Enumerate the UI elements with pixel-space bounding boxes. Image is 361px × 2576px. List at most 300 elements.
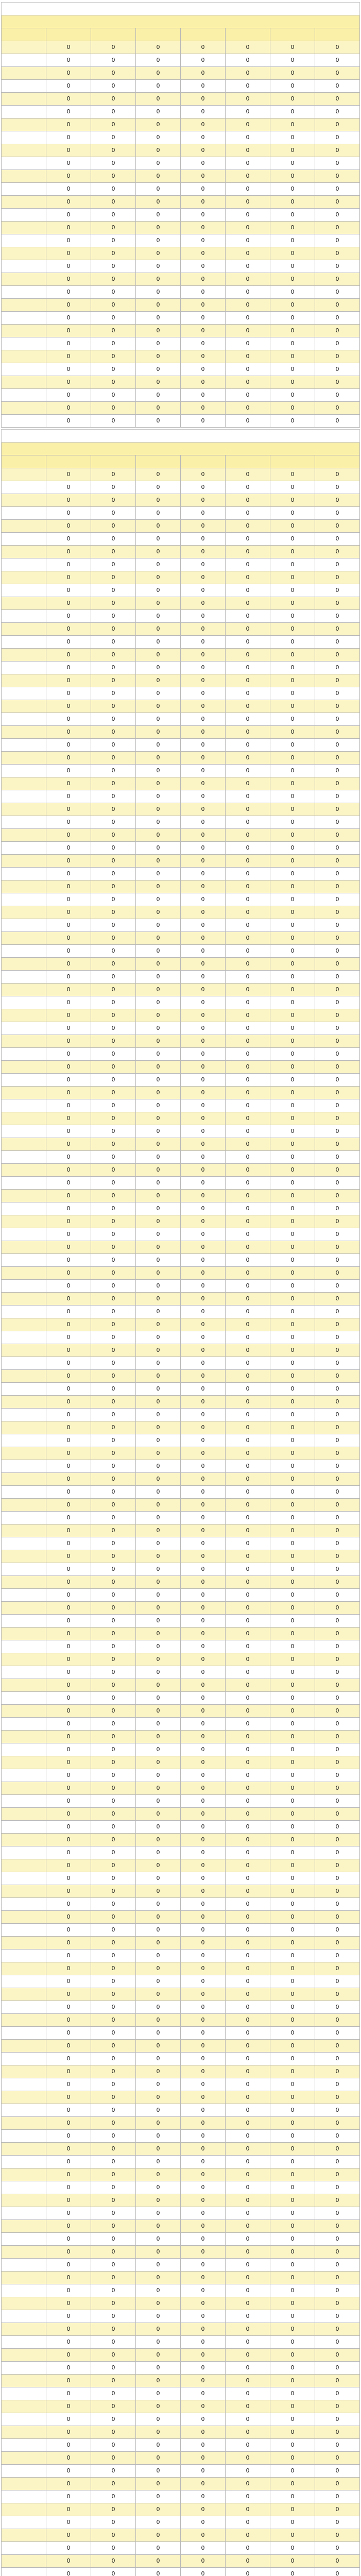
- table-row: [2, 2027, 360, 2040]
- table-row: [2, 222, 360, 234]
- price-cell: 0: [91, 1769, 136, 1782]
- table-row: [2, 829, 360, 842]
- price-cell: 0: [315, 2078, 360, 2091]
- price-cell: 0: [46, 41, 91, 54]
- price-cell: 0: [226, 752, 270, 765]
- table-row: [2, 1061, 360, 1074]
- price-cell: 0: [315, 1254, 360, 1267]
- price-cell: 0: [91, 1112, 136, 1125]
- price-cell: 0: [226, 893, 270, 906]
- price-cell: 0: [181, 713, 226, 726]
- price-cell: 0: [136, 54, 181, 67]
- price-cell: 0: [226, 533, 270, 546]
- price-cell: 0: [315, 1975, 360, 1988]
- table-row: [2, 1962, 360, 1975]
- price-cell: 0: [136, 222, 181, 234]
- price-cell: 0: [181, 533, 226, 546]
- price-cell: 0: [136, 2452, 181, 2465]
- price-cell: 0: [181, 41, 226, 54]
- price-cell: 0: [91, 1756, 136, 1769]
- price-cell: 0: [91, 971, 136, 984]
- price-cell: 0: [136, 1447, 181, 1460]
- price-cell: 0: [270, 1795, 315, 1808]
- price-cell: 0: [315, 1731, 360, 1743]
- price-cell: 0: [91, 906, 136, 919]
- price-cell: 0: [270, 893, 315, 906]
- price-cell: 0: [315, 1576, 360, 1589]
- price-cell: 0: [46, 1151, 91, 1164]
- price-cell: 0: [136, 1666, 181, 1679]
- price-cell: 0: [315, 1615, 360, 1628]
- price-cell: 0: [270, 958, 315, 971]
- price-cell: 0: [181, 584, 226, 597]
- price-cell: 0: [226, 144, 270, 157]
- price-cell: 0: [226, 1035, 270, 1048]
- table-row: [2, 1370, 360, 1383]
- table-row: [2, 80, 360, 93]
- price-cell: 0: [181, 1190, 226, 1202]
- price-cell: 0: [226, 546, 270, 558]
- price-cell: 0: [315, 958, 360, 971]
- size-cell: [2, 752, 46, 765]
- price-cell: 0: [46, 1228, 91, 1241]
- price-cell: 0: [46, 623, 91, 636]
- price-cell: 0: [226, 2053, 270, 2065]
- price-cell: 0: [136, 571, 181, 584]
- price-cell: 0: [315, 816, 360, 829]
- size-cell: [2, 1151, 46, 1164]
- price-cell: 0: [46, 713, 91, 726]
- price-cell: 0: [136, 2542, 181, 2555]
- table-row: [2, 1460, 360, 1473]
- price-cell: 0: [226, 1653, 270, 1666]
- price-cell: 0: [136, 790, 181, 803]
- table-row: [2, 1421, 360, 1434]
- table-row: [2, 2233, 360, 2246]
- price-cell: 0: [226, 2104, 270, 2117]
- price-cell: 0: [226, 1950, 270, 1962]
- table-row: [2, 507, 360, 520]
- price-cell: 0: [315, 1396, 360, 1409]
- table-row: [2, 389, 360, 402]
- price-cell: 0: [91, 54, 136, 67]
- price-cell: 0: [46, 1138, 91, 1151]
- price-cell: 0: [181, 2529, 226, 2542]
- price-cell: 0: [315, 919, 360, 932]
- size-cell: [2, 1009, 46, 1022]
- price-cell: 0: [91, 1524, 136, 1537]
- price-cell: 0: [270, 93, 315, 106]
- price-cell: 0: [46, 1215, 91, 1228]
- size-cell: [2, 2053, 46, 2065]
- price-cell: 0: [181, 1254, 226, 1267]
- price-cell: 0: [181, 984, 226, 996]
- table-row: [2, 2259, 360, 2272]
- price-cell: 0: [181, 1396, 226, 1409]
- price-cell: 0: [226, 855, 270, 868]
- price-cell: 0: [136, 2078, 181, 2091]
- price-cell: 0: [91, 2040, 136, 2053]
- price-cell: 0: [46, 816, 91, 829]
- size-cell: [2, 2220, 46, 2233]
- price-cell: 0: [46, 2168, 91, 2181]
- price-cell: 0: [226, 919, 270, 932]
- price-cell: 0: [181, 2297, 226, 2310]
- table-row: [2, 1563, 360, 1576]
- price-cell: 0: [226, 2542, 270, 2555]
- price-cell: 0: [136, 1434, 181, 1447]
- price-cell: 0: [226, 1293, 270, 1306]
- table-row: [2, 1705, 360, 1718]
- price-cell: 0: [136, 1718, 181, 1731]
- price-cell: 0: [315, 1267, 360, 1280]
- size-cell: [2, 1061, 46, 1074]
- price-cell: 0: [270, 971, 315, 984]
- price-cell: 0: [226, 726, 270, 739]
- price-cell: 0: [226, 1383, 270, 1396]
- size-cell: [2, 1241, 46, 1254]
- price-cell: 0: [270, 2400, 315, 2413]
- price-cell: 0: [46, 2465, 91, 2478]
- price-cell: 0: [136, 1473, 181, 1486]
- table-row: [2, 1846, 360, 1859]
- price-cell: 0: [136, 1125, 181, 1138]
- price-cell: 0: [136, 1280, 181, 1293]
- price-cell: 0: [91, 984, 136, 996]
- table-row: [2, 209, 360, 222]
- price-cell: 0: [181, 2246, 226, 2259]
- price-cell: 0: [270, 1409, 315, 1421]
- price-cell: 0: [136, 1087, 181, 1099]
- price-cell: 0: [46, 1190, 91, 1202]
- price-cell: 0: [46, 494, 91, 507]
- price-cell: 0: [181, 829, 226, 842]
- price-cell: 0: [136, 1293, 181, 1306]
- size-cell: [2, 2143, 46, 2156]
- price-cell: 0: [91, 1228, 136, 1241]
- price-cell: 0: [91, 260, 136, 273]
- price-cell: 0: [136, 1550, 181, 1563]
- table-row: [2, 1499, 360, 1512]
- price-cell: 0: [136, 533, 181, 546]
- price-cell: 0: [91, 1924, 136, 1937]
- price-cell: 0: [46, 842, 91, 855]
- price-cell: 0: [136, 1885, 181, 1898]
- price-cell: 0: [315, 687, 360, 700]
- price-cell: 0: [181, 1885, 226, 1898]
- table-row: [2, 1924, 360, 1937]
- price-cell: 0: [181, 234, 226, 247]
- price-cell: 0: [181, 919, 226, 932]
- table-row: [2, 1550, 360, 1563]
- size-cell: [2, 2027, 46, 2040]
- size-cell: [2, 468, 46, 481]
- price-cell: 0: [136, 41, 181, 54]
- table-row: [2, 286, 360, 299]
- price-cell: 0: [226, 2207, 270, 2220]
- price-cell: 0: [315, 2490, 360, 2503]
- price-cell: 0: [226, 1022, 270, 1035]
- price-cell: 0: [46, 893, 91, 906]
- size-cell: [2, 1022, 46, 1035]
- price-cell: 0: [46, 2104, 91, 2117]
- price-cell: 0: [270, 1911, 315, 1924]
- price-cell: 0: [91, 1396, 136, 1409]
- price-cell: 0: [226, 2143, 270, 2156]
- price-cell: 0: [315, 2503, 360, 2516]
- price-cell: 0: [136, 2490, 181, 2503]
- size-cell: [2, 337, 46, 350]
- price-cell: 0: [91, 1370, 136, 1383]
- price-cell: 0: [91, 2220, 136, 2233]
- price-cell: 0: [46, 363, 91, 376]
- size-cell: [2, 855, 46, 868]
- price-cell: 0: [270, 2078, 315, 2091]
- price-cell: 0: [46, 2426, 91, 2439]
- price-cell: 0: [181, 1743, 226, 1756]
- price-cell: 0: [270, 1241, 315, 1254]
- price-cell: 0: [46, 958, 91, 971]
- size-cell: [2, 765, 46, 777]
- table-row: [2, 1666, 360, 1679]
- price-cell: 0: [136, 597, 181, 610]
- price-cell: 0: [315, 1808, 360, 1821]
- price-cell: 0: [91, 1215, 136, 1228]
- price-cell: 0: [270, 2001, 315, 2014]
- price-cell: 0: [46, 1859, 91, 1872]
- size-cell: [2, 2297, 46, 2310]
- table-row: [2, 337, 360, 350]
- price-cell: 0: [136, 183, 181, 196]
- price-cell: 0: [315, 1409, 360, 1421]
- size-cell: [2, 1692, 46, 1705]
- size-cell: [2, 2259, 46, 2272]
- price-cell: 0: [226, 1975, 270, 1988]
- price-cell: 0: [226, 2259, 270, 2272]
- table-row: [2, 1743, 360, 1756]
- price-cell: 0: [270, 1202, 315, 1215]
- price-cell: 0: [226, 1254, 270, 1267]
- size-cell: [2, 1293, 46, 1306]
- price-cell: 0: [226, 765, 270, 777]
- price-cell: 0: [181, 1177, 226, 1190]
- price-cell: 0: [226, 662, 270, 674]
- price-cell: 0: [226, 1589, 270, 1602]
- price-cell: 0: [270, 1112, 315, 1125]
- price-cell: 0: [136, 1344, 181, 1357]
- price-cell: 0: [46, 247, 91, 260]
- price-cell: 0: [136, 1370, 181, 1383]
- size-cell: [2, 67, 46, 80]
- price-cell: 0: [91, 2297, 136, 2310]
- size-cell: [2, 610, 46, 623]
- table-row: [2, 1215, 360, 1228]
- table-row: [2, 932, 360, 945]
- price-cell: 0: [46, 2387, 91, 2400]
- column-header: [2, 28, 46, 41]
- size-cell: [2, 1821, 46, 1834]
- price-cell: 0: [270, 919, 315, 932]
- price-cell: 0: [46, 1602, 91, 1615]
- price-cell: 0: [270, 597, 315, 610]
- price-cell: 0: [226, 984, 270, 996]
- price-cell: 0: [136, 623, 181, 636]
- price-cell: 0: [315, 1512, 360, 1524]
- price-cell: 0: [226, 1756, 270, 1769]
- price-cell: 0: [91, 2181, 136, 2194]
- size-cell: [2, 363, 46, 376]
- size-cell: [2, 41, 46, 54]
- price-cell: 0: [46, 584, 91, 597]
- table-row: [2, 1615, 360, 1628]
- size-cell: [2, 971, 46, 984]
- table-row: [2, 1022, 360, 1035]
- table-row: [2, 415, 360, 428]
- price-cell: 0: [91, 1357, 136, 1370]
- price-cell: 0: [181, 1370, 226, 1383]
- size-cell: [2, 1460, 46, 1473]
- price-cell: 0: [226, 1215, 270, 1228]
- price-cell: 0: [315, 520, 360, 533]
- price-table: [1, 2, 360, 428]
- price-cell: 0: [315, 2349, 360, 2362]
- table-row: [2, 1344, 360, 1357]
- price-cell: 0: [46, 93, 91, 106]
- price-cell: 0: [270, 623, 315, 636]
- price-cell: 0: [91, 1550, 136, 1563]
- price-cell: 0: [181, 2040, 226, 2053]
- price-cell: 0: [270, 842, 315, 855]
- price-cell: 0: [136, 337, 181, 350]
- price-cell: 0: [315, 2207, 360, 2220]
- price-cell: 0: [91, 1447, 136, 1460]
- price-cell: 0: [270, 2297, 315, 2310]
- price-cell: 0: [270, 1718, 315, 1731]
- price-cell: 0: [270, 855, 315, 868]
- price-cell: 0: [226, 1640, 270, 1653]
- price-cell: 0: [46, 2490, 91, 2503]
- table-row: [2, 2413, 360, 2426]
- price-cell: 0: [91, 2168, 136, 2181]
- price-cell: 0: [226, 1280, 270, 1293]
- size-cell: [2, 1112, 46, 1125]
- price-cell: 0: [315, 1756, 360, 1769]
- table-row: [2, 157, 360, 170]
- price-cell: 0: [181, 1241, 226, 1254]
- price-cell: 0: [315, 1306, 360, 1318]
- size-cell: [2, 893, 46, 906]
- table-row: [2, 2078, 360, 2091]
- price-cell: 0: [136, 1486, 181, 1499]
- price-cell: 0: [46, 520, 91, 533]
- price-cell: 0: [46, 868, 91, 880]
- price-cell: 0: [181, 1782, 226, 1795]
- price-cell: 0: [315, 2272, 360, 2284]
- price-cell: 0: [270, 1962, 315, 1975]
- size-cell: [2, 1834, 46, 1846]
- price-cell: 0: [181, 93, 226, 106]
- price-cell: 0: [181, 67, 226, 80]
- price-cell: 0: [91, 597, 136, 610]
- price-cell: 0: [315, 2439, 360, 2452]
- price-cell: 0: [136, 2284, 181, 2297]
- table-row: [2, 1306, 360, 1318]
- table-row: [2, 2220, 360, 2233]
- price-cell: 0: [136, 2272, 181, 2284]
- size-cell: [2, 415, 46, 428]
- price-cell: 0: [46, 507, 91, 520]
- price-cell: 0: [226, 1009, 270, 1022]
- price-cell: 0: [46, 700, 91, 713]
- size-cell: [2, 1524, 46, 1537]
- price-cell: 0: [46, 996, 91, 1009]
- price-cell: 0: [181, 687, 226, 700]
- price-cell: 0: [46, 1112, 91, 1125]
- price-cell: 0: [315, 2516, 360, 2529]
- price-cell: 0: [270, 2246, 315, 2259]
- price-cell: 0: [46, 2555, 91, 2568]
- price-cell: 0: [91, 2375, 136, 2387]
- price-cell: 0: [226, 183, 270, 196]
- price-cell: 0: [46, 196, 91, 209]
- price-cell: 0: [181, 1692, 226, 1705]
- price-cell: 0: [46, 2362, 91, 2375]
- price-cell: 0: [270, 1267, 315, 1280]
- price-cell: 0: [226, 1473, 270, 1486]
- price-cell: 0: [181, 1048, 226, 1061]
- price-cell: 0: [46, 1293, 91, 1306]
- price-cell: 0: [315, 93, 360, 106]
- price-cell: 0: [136, 2156, 181, 2168]
- price-cell: 0: [226, 1731, 270, 1743]
- price-cell: 0: [226, 571, 270, 584]
- price-cell: 0: [315, 1898, 360, 1911]
- price-cell: 0: [315, 1499, 360, 1512]
- price-cell: 0: [46, 636, 91, 649]
- price-cell: 0: [226, 1331, 270, 1344]
- price-cell: 0: [91, 209, 136, 222]
- size-cell: [2, 2362, 46, 2375]
- price-cell: 0: [315, 1331, 360, 1344]
- price-cell: 0: [270, 1782, 315, 1795]
- price-cell: 0: [91, 1460, 136, 1473]
- price-cell: 0: [226, 299, 270, 312]
- price-cell: 0: [46, 1615, 91, 1628]
- table-row: [2, 2529, 360, 2542]
- price-cell: 0: [46, 1937, 91, 1950]
- price-cell: 0: [226, 247, 270, 260]
- price-cell: 0: [91, 1280, 136, 1293]
- price-cell: 0: [226, 623, 270, 636]
- table-row: [2, 1241, 360, 1254]
- price-cell: 0: [91, 1383, 136, 1396]
- price-cell: 0: [91, 376, 136, 389]
- table-row: [2, 1911, 360, 1924]
- price-cell: 0: [270, 1074, 315, 1087]
- price-cell: 0: [270, 273, 315, 286]
- price-cell: 0: [136, 481, 181, 494]
- price-cell: 0: [91, 2555, 136, 2568]
- price-cell: 0: [136, 1602, 181, 1615]
- price-cell: 0: [91, 325, 136, 337]
- price-cell: 0: [226, 1061, 270, 1074]
- price-cell: 0: [91, 2387, 136, 2400]
- price-cell: 0: [270, 2014, 315, 2027]
- price-cell: 0: [46, 1254, 91, 1267]
- price-cell: 0: [46, 945, 91, 958]
- price-cell: 0: [315, 1151, 360, 1164]
- price-cell: 0: [46, 1099, 91, 1112]
